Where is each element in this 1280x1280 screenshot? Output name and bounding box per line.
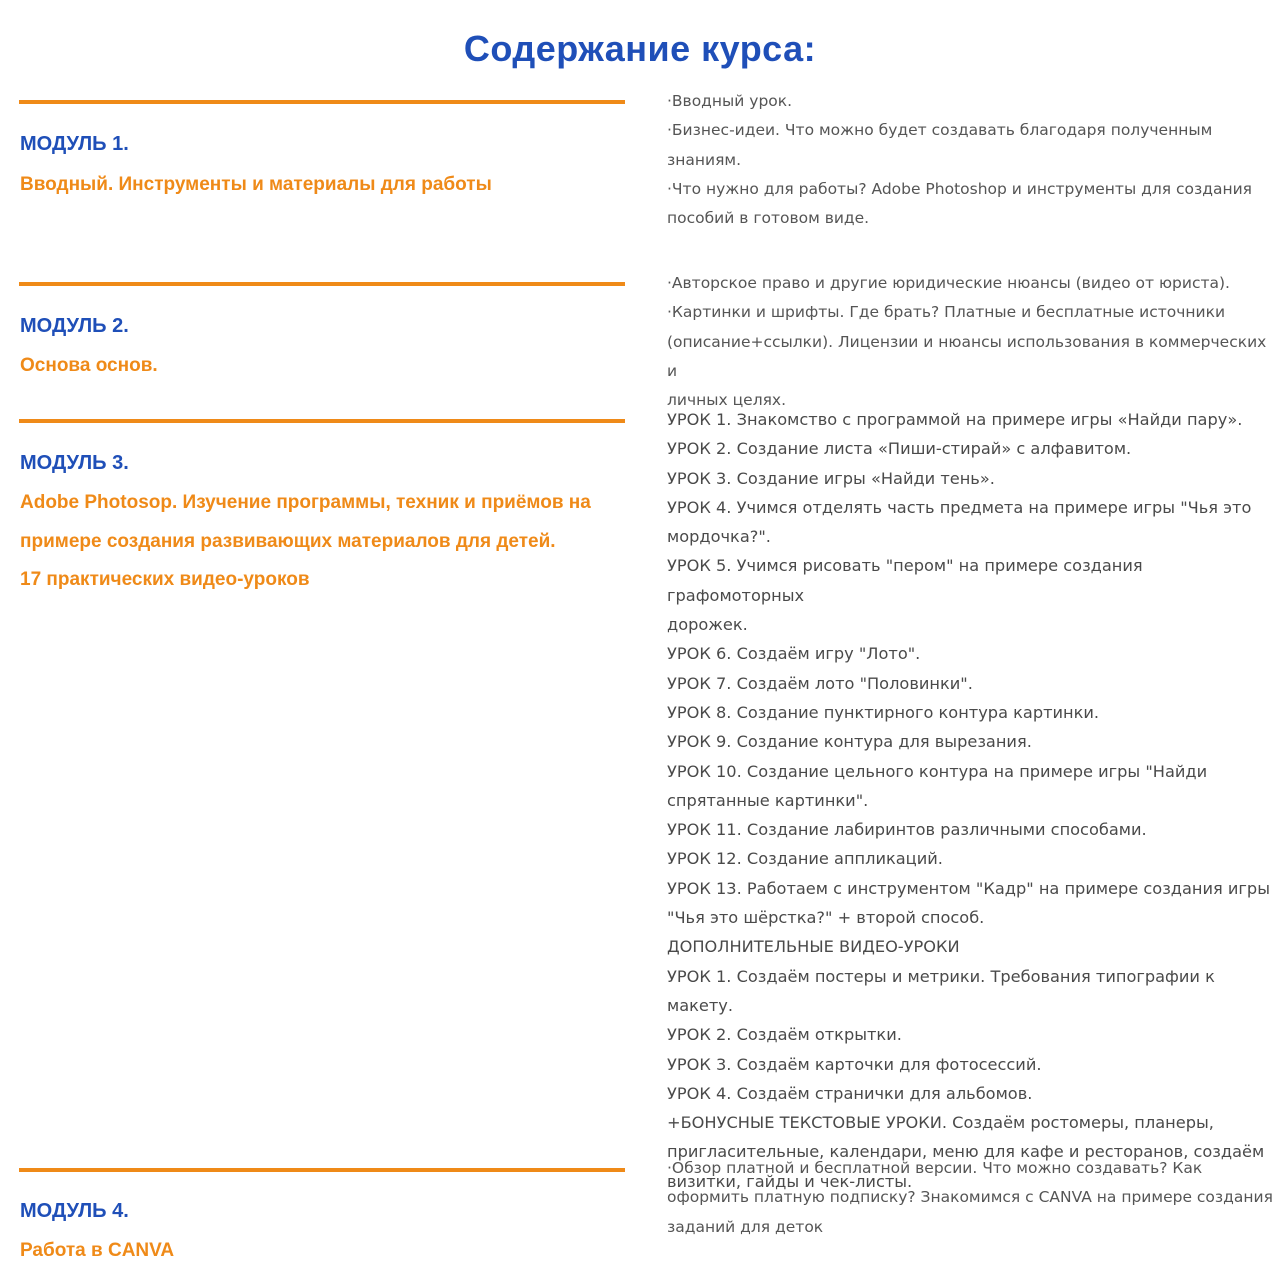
lesson-line: УРОК 10. Создание цельного контура на примере игры "Найди (667, 761, 1208, 781)
lesson-line: УРОК 12. Создание аппликаций. (667, 849, 943, 869)
lesson-line: ДОПОЛНИТЕЛЬНЫЕ ВИДЕО-УРОКИ (667, 937, 960, 957)
module-subtitle-line: Основа основ. (20, 355, 158, 376)
description-line: (описание+ссылки). Лицензии и нюансы использования в коммерческих и (667, 332, 1267, 380)
lesson-line: УРОК 7. Создаём лото "Половинки". (667, 673, 973, 693)
module-subtitle-line: примере создания развивающих материалов для детей. (20, 530, 556, 552)
description-line: ·Авторское право и другие юридические нюансы (видео от юриста). (667, 274, 1230, 292)
lesson-line: мордочка?". (667, 527, 771, 547)
module-divider (19, 1168, 625, 1172)
lesson-line: УРОК 5. Учимся рисовать "пером" на примере создания графомоторных (667, 556, 1143, 605)
module-4-name: МОДУЛЬ 4. (20, 1200, 129, 1222)
lesson-line: пригласительные, календари, меню для кафе и ресторанов, создаём (667, 1142, 1265, 1162)
module-2-subtitle (20, 347, 620, 386)
module-divider (19, 419, 625, 423)
description-line: ·Бизнес-идеи. Что можно будет создавать благодаря полученным знаниям. (667, 121, 1213, 169)
lesson-line: УРОК 1. Создаём постеры и метрики. Требования типографии к макету. (667, 966, 1215, 1015)
description-line: ·Вводный урок. (667, 92, 793, 110)
module-3-lesson-list (667, 405, 1273, 1196)
module-4-description (667, 1154, 1273, 1242)
lesson-line: УРОК 11. Создание лабиринтов различными способами. (667, 820, 1147, 840)
module-subtitle-line: Вводный. Инструменты и материалы для работы (20, 174, 492, 195)
lesson-line: УРОК 13. Работаем с инструментом "Кадр" на примере создания игры (667, 878, 1270, 898)
module-1-description (667, 87, 1273, 233)
lesson-line: УРОК 6. Создаём игру "Лото". (667, 644, 921, 664)
lesson-line: УРОК 3. Создание игры «Найди тень». (667, 468, 995, 488)
description-line: оформить платную подписку? Знакомимся с CANVA на примере создания (667, 1188, 1273, 1207)
module-divider (19, 100, 625, 104)
lesson-line: дорожек. (667, 615, 748, 635)
description-line: заданий для деток (667, 1217, 824, 1236)
lesson-line: УРОК 3. Создаём карточки для фотосессий. (667, 1054, 1042, 1074)
description-line: ·Что нужно для работы? Adobe Photoshop и инструменты для создания (667, 179, 1252, 198)
description-line: пособий в готовом виде. (667, 209, 870, 228)
module-2-description (667, 269, 1273, 415)
module-1-subtitle (20, 166, 620, 205)
description-line: ·Картинки и шрифты. Где брать? Платные и бесплатные источники (667, 303, 1226, 322)
module-4-subtitle (20, 1232, 620, 1271)
module-3-name: МОДУЛЬ 3. (20, 452, 129, 474)
module-1-name: МОДУЛЬ 1. (20, 133, 129, 155)
lesson-line: УРОК 2. Создание листа «Пиши-стирай» с алфавитом. (667, 439, 1132, 459)
description-line: ·Обзор платной и бесплатной версии. Что можно создавать? Как (667, 1159, 1203, 1177)
lesson-line: "Чья это шёрстка?" + второй способ. (667, 908, 985, 928)
lesson-line: визитки, гайды и чек-листы. (667, 1171, 913, 1191)
lesson-line: УРОК 9. Создание контура для вырезания. (667, 732, 1032, 752)
lesson-line: УРОК 8. Создание пунктирного контура картинки. (667, 702, 1100, 722)
lesson-line: УРОК 2. Создаём открытки. (667, 1025, 902, 1045)
lesson-line: УРОК 4. Создаём странички для альбомов. (667, 1083, 1033, 1103)
module-divider (19, 282, 625, 286)
description-line: личных целях. (667, 391, 787, 410)
module-subtitle-line: Adobe Photosop. Изучение программы, техник и приёмов на (20, 492, 591, 513)
lesson-line: УРОК 4. Учимся отделять часть предмета на примере игры "Чья это (667, 497, 1252, 517)
module-3-subtitle (20, 484, 620, 600)
module-subtitle-line: 17 практических видео-уроков (20, 569, 310, 590)
module-2-name: МОДУЛЬ 2. (20, 315, 129, 337)
lesson-line: УРОК 1. Знакомство с программой на примере игры «Найди пару». (667, 410, 1243, 429)
module-subtitle-line: Работа в CANVA (20, 1240, 175, 1261)
lesson-line: спрятанные картинки". (667, 790, 869, 810)
lesson-line: +БОНУСНЫЕ ТЕКСТОВЫЕ УРОКИ. Создаём ростомеры, планеры, (667, 1113, 1214, 1133)
page-title: Содержание курса: (463, 28, 817, 70)
